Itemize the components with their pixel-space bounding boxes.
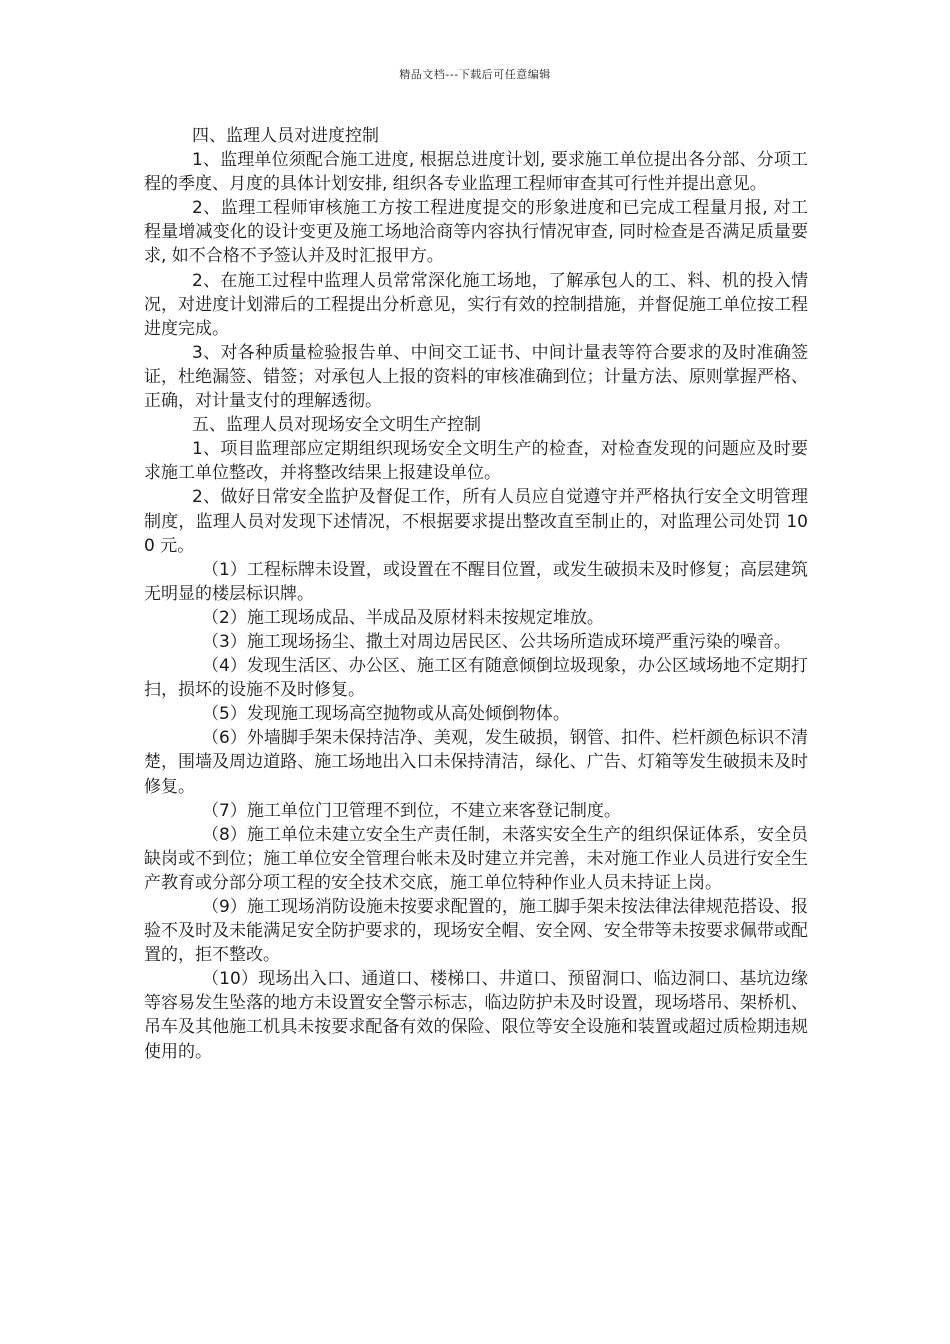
paragraph: 1、监理单位须配合施工进度, 根据总进度计划, 要求施工单位提出各分部、分项工程的季度、月度的具体计划安排, 组织各专业监理工程师审查其可行性并提出意见。 — [144, 150, 808, 195]
list-item: （6）外墙脚手架未保持洁净、美观，发生破损，钢管、扣件、栏杆颜色标识不清楚，围墙及周边道路、施工场地出入口未保持清洁，绿化、广告、灯箱等发生破损未及时修复。 — [144, 728, 808, 797]
section-heading-progress-control: 四、监理人员对进度控制 — [192, 126, 379, 146]
list-item: （10）现场出入口、通道口、楼梯口、井道口、预留洞口、临边洞口、基坑边缘等容易发生坠落的地方未设置安全警示标志，临边防护未及时设置，现场塔吊、架桥机、吊车及其他施工机具未按要求配备有效的保险、限位等安全设施和装置或超过质检期违规使用的。 — [144, 969, 808, 1062]
list-item: （9）施工现场消防设施未按要求配置的，施工脚手架未按法律法律规范搭设、报验不及时及未能满足安全防护要求的，现场安全帽、安全网、安全带等未按要求佩带或配置的，拒不整改。 — [144, 897, 808, 966]
paragraph: 1、项目监理部应定期组织现场安全文明生产的检查，对检查发现的问题应及时要求施工单位整改，并将整改结果上报建设单位。 — [144, 439, 808, 484]
list-item: （7）施工单位门卫管理不到位，不建立来客登记制度。 — [202, 800, 621, 821]
list-item: （4）发现生活区、办公区、施工区有随意倾倒垃圾现象，办公区域场地不定期打扫，损坏的设施不及时修复。 — [144, 656, 808, 701]
paragraph: 2、做好日常安全监护及督促工作，所有人员应自觉遵守并严格执行安全文明管理制度，监理人员对发现下述情况，不根据要求提出整改直至制止的，对监理公司处罚 100 元。 — [144, 487, 808, 556]
paragraph: 2、监理工程师审核施工方按工程进度提交的形象进度和已完成工程量月报, 对工程量增减变化的设计变更及施工场地洽商等内容执行情况审查, 同时检查是否满足质量要求, 如不合格不予签认并及时汇报甲方。 — [144, 198, 808, 267]
document-body — [144, 124, 808, 1064]
list-item: （5）发现施工现场高空抛物或从高处倾倒物体。 — [202, 704, 570, 725]
section-heading-safety-control: 五、监理人员对现场安全文明生产控制 — [192, 415, 481, 436]
list-item: （1）工程标牌未设置，或设置在不醒目位置，或发生破损未及时修复；高层建筑无明显的楼层标识牌。 — [144, 559, 808, 604]
list-item: （3）施工现场扬尘、撒土对周边居民区、公共场所造成环境严重污染的噪音。 — [202, 631, 791, 652]
paragraph: 3、对各种质量检验报告单、中间交工证书、中间计量表等符合要求的及时准确签证，杜绝漏签、错签；对承包人上报的资料的审核准确到位；计量方法、原则掌握严格、正确，对计量支付的理解透彻。 — [144, 342, 808, 412]
list-item: （8）施工单位未建立安全生产责任制，未落实安全生产的组织保证体系，安全员缺岗或不到位；施工单位安全管理台帐未及时建立并完善，未对施工作业人员进行安全生产教育或分部分项工程的安全技术交底，施工单位特种作业人员未持证上岗。 — [144, 824, 808, 893]
page-header: 精品文档---下载后可任意编辑 — [399, 68, 551, 81]
paragraph: 2、在施工过程中监理人员常常深化施工场地，了解承包人的工、料、机的投入情况，对进度计划滞后的工程提出分析意见，实行有效的控制措施，并督促施工单位按工程进度完成。 — [144, 270, 808, 339]
list-item: （2）施工现场成品、半成品及原材料未按规定堆放。 — [202, 607, 604, 628]
